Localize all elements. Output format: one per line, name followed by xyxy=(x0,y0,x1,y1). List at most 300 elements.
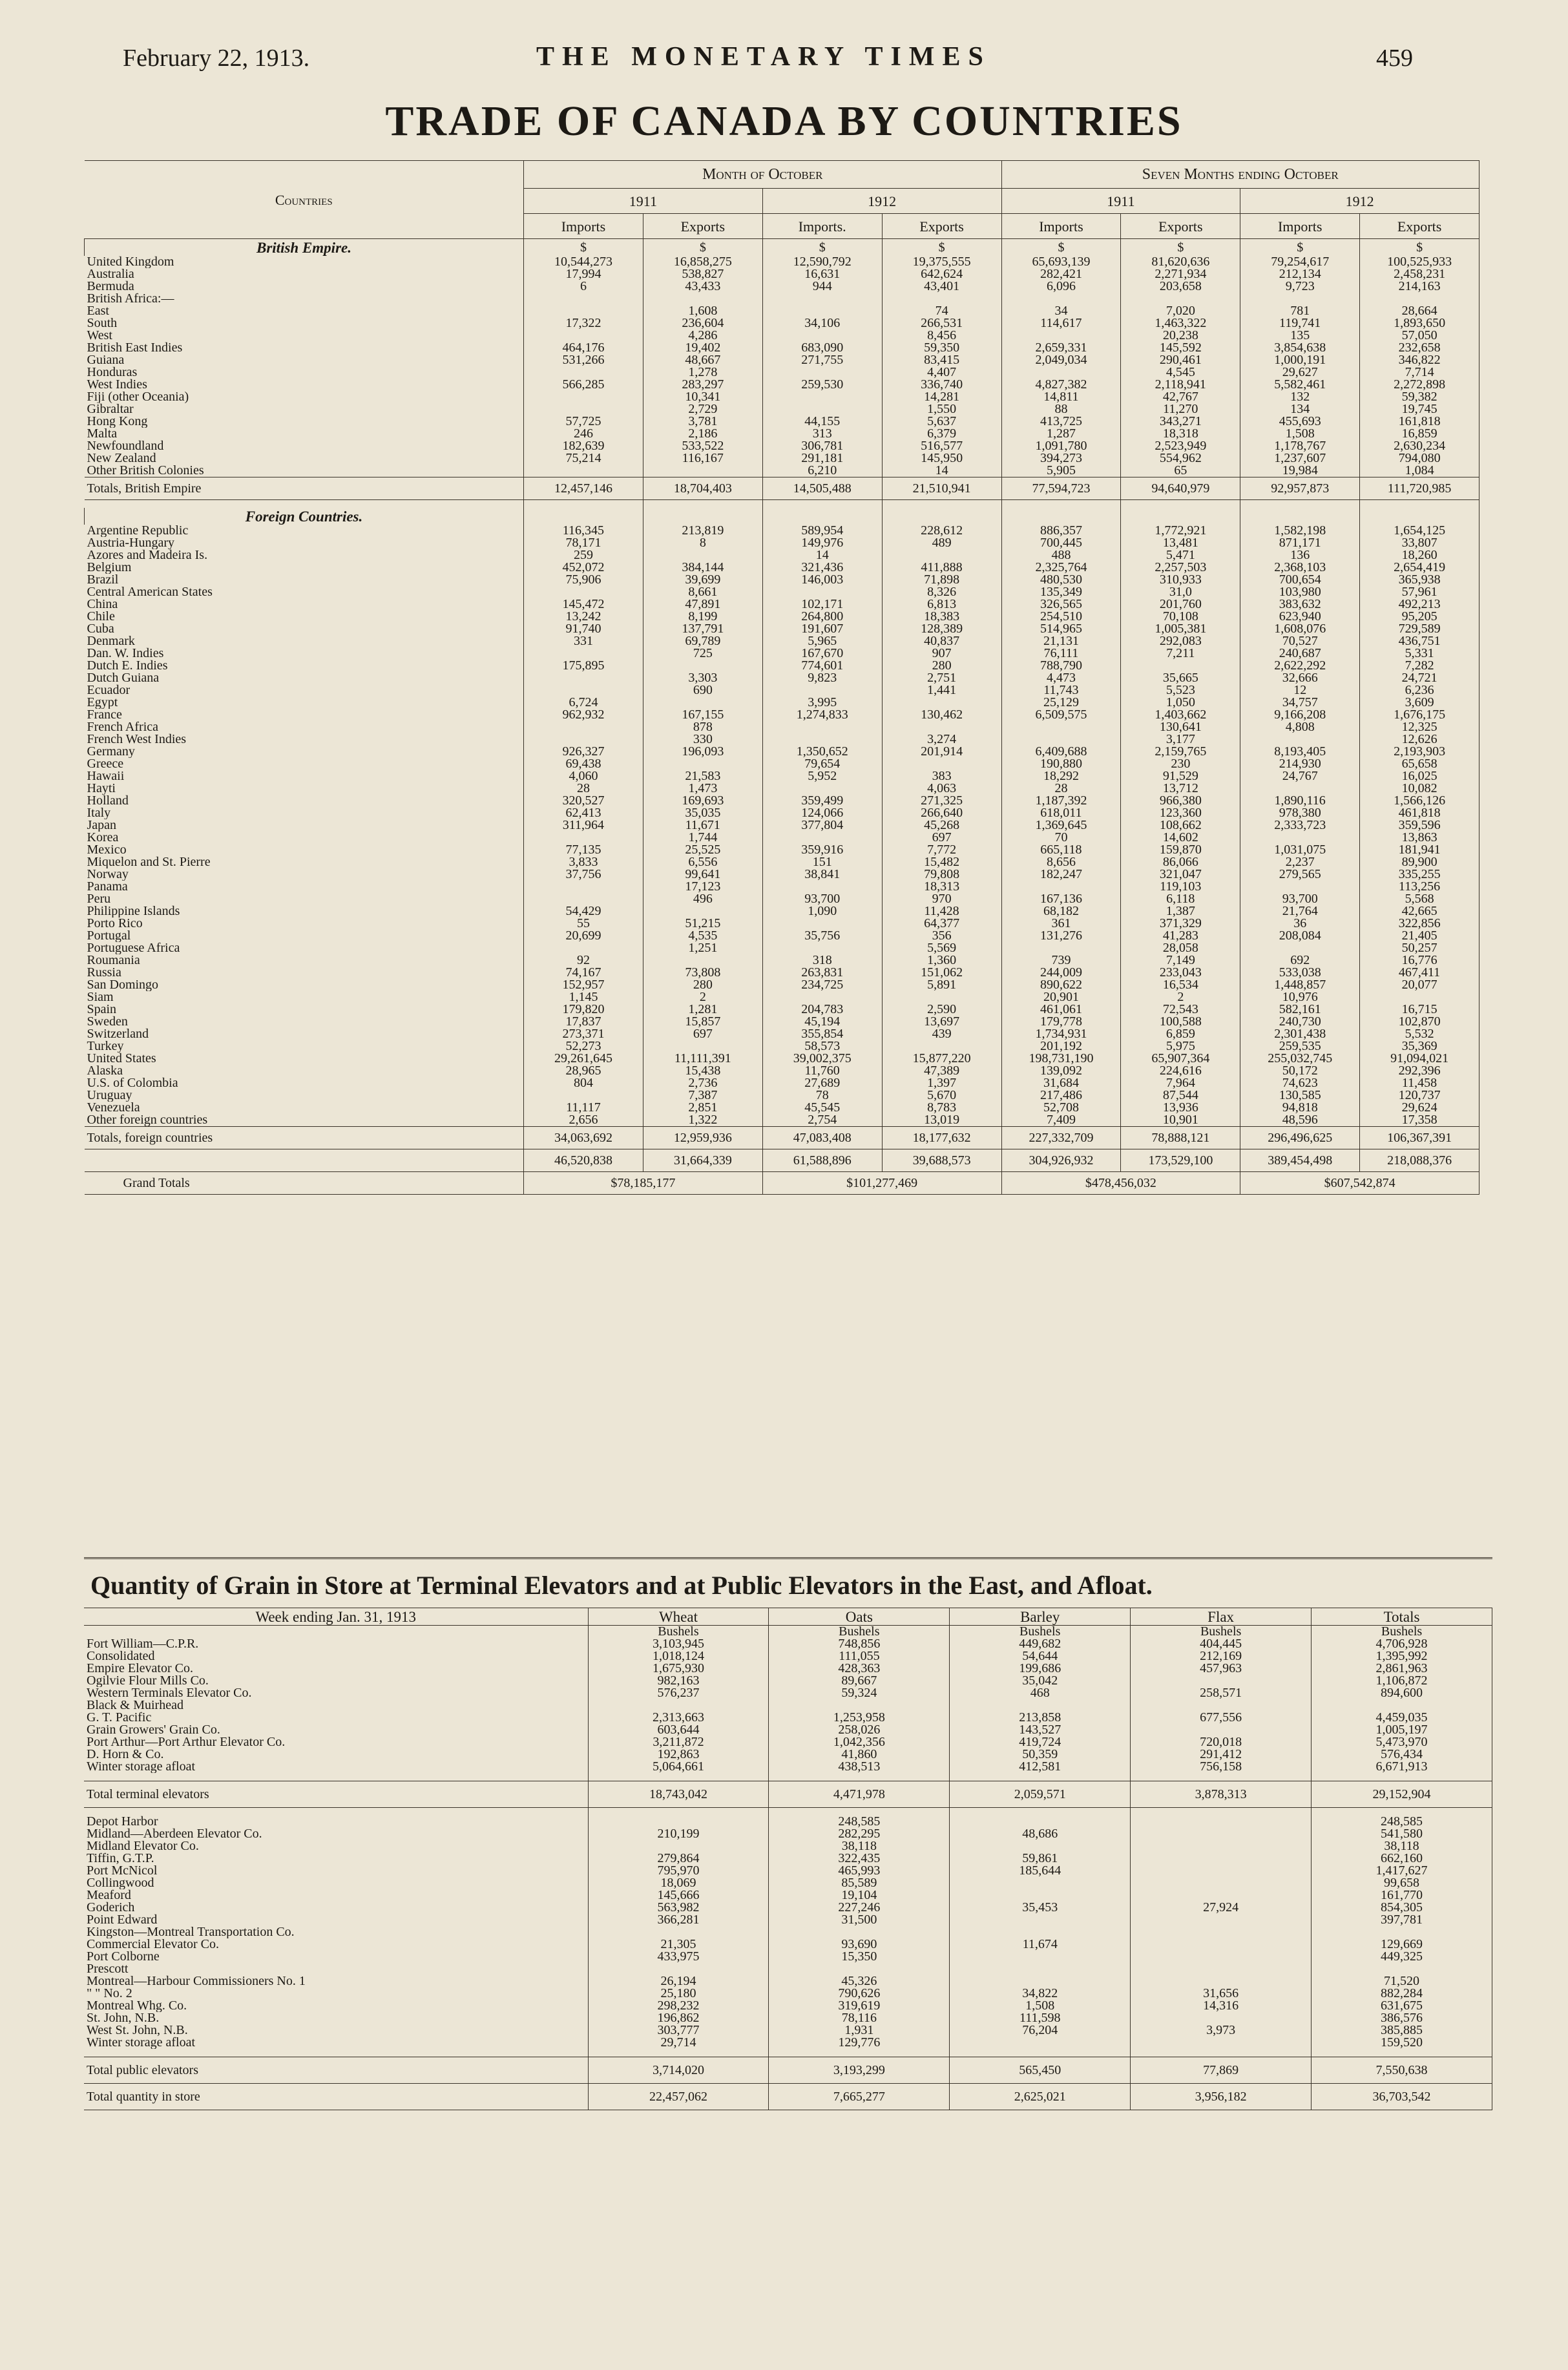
table-row xyxy=(85,930,1479,942)
value-cell: 7,714 xyxy=(1360,366,1479,379)
section-label-foreign: Foreign Countries. xyxy=(85,508,524,525)
empty-cell xyxy=(769,2049,950,2057)
value-cell: 1,253,958 xyxy=(769,1712,950,1724)
value-cell: 1,000,191 xyxy=(1240,354,1360,366)
row-label: G. T. Pacific xyxy=(84,1712,588,1724)
value-cell: 385,885 xyxy=(1312,2024,1492,2037)
value-cell: 50,359 xyxy=(950,1748,1131,1761)
row-label: Belgium xyxy=(85,561,524,574)
table-row xyxy=(85,672,1479,684)
row-label: Kingston—Montreal Transportation Co. xyxy=(84,1926,588,1938)
value-cell: 68,182 xyxy=(1001,905,1121,918)
value-cell: 70,527 xyxy=(1240,635,1360,647)
empty-cell xyxy=(1131,2049,1312,2057)
value-cell xyxy=(524,366,643,379)
table-row xyxy=(85,440,1479,452)
table-row xyxy=(85,1089,1479,1102)
value-cell: 320,527 xyxy=(524,795,643,807)
value-cell: 871,171 xyxy=(1240,537,1360,549)
row-label: Fort William—C.P.R. xyxy=(84,1638,588,1650)
row-label: Peru xyxy=(85,893,524,905)
value-cell: 11,743 xyxy=(1001,684,1121,697)
value-cell: 13,936 xyxy=(1121,1102,1240,1114)
value-cell: 854,305 xyxy=(1312,1902,1492,1914)
row-label: Ecuador xyxy=(85,684,524,697)
value-cell: 729,589 xyxy=(1360,623,1479,635)
value-cell: 255,032,745 xyxy=(1240,1053,1360,1065)
value-cell: 2,049,034 xyxy=(1001,354,1121,366)
table-row xyxy=(85,954,1479,967)
row-label: West Indies xyxy=(85,379,524,391)
value-cell: 240,730 xyxy=(1240,1016,1360,1028)
value-cell xyxy=(882,293,1001,305)
value-cell: 692 xyxy=(1240,954,1360,967)
value-cell: 116,345 xyxy=(524,525,643,537)
value-cell: 335,255 xyxy=(1360,868,1479,881)
value-cell: 79,808 xyxy=(882,868,1001,881)
value-cell: 31,684 xyxy=(1001,1077,1121,1089)
value-cell: 14,811 xyxy=(1001,391,1121,403)
value-cell: 27,924 xyxy=(1131,1902,1312,1914)
value-cell: 79,654 xyxy=(762,758,882,770)
value-cell: 128,389 xyxy=(882,623,1001,635)
table-row xyxy=(85,561,1479,574)
week-header: Week ending Jan. 31, 1913 xyxy=(84,1608,588,1626)
row-label: Mexico xyxy=(85,844,524,856)
value-cell: 8,656 xyxy=(1001,856,1121,868)
table-row xyxy=(84,1724,1492,1736)
value-cell: 17,358 xyxy=(1360,1114,1479,1127)
value-cell: 2,458,231 xyxy=(1360,268,1479,280)
value-cell: 282,421 xyxy=(1001,268,1121,280)
value-cell: 322,435 xyxy=(769,1852,950,1865)
table-row xyxy=(85,856,1479,868)
value-cell: 21,131 xyxy=(1001,635,1121,647)
value-cell xyxy=(524,942,643,954)
value-cell: 1,178,767 xyxy=(1240,440,1360,452)
table-row xyxy=(85,415,1479,428)
value-cell xyxy=(643,954,762,967)
value-cell: 182,247 xyxy=(1001,868,1121,881)
value-cell: 151 xyxy=(762,856,882,868)
value-cell: 982,163 xyxy=(588,1675,769,1687)
value-cell: 3,609 xyxy=(1360,697,1479,709)
empty-cell xyxy=(1131,1773,1312,1781)
value-cell: 1,360 xyxy=(882,954,1001,967)
row-label: Goderich xyxy=(84,1902,588,1914)
value-cell: 563,982 xyxy=(588,1902,769,1914)
value-cell: 439 xyxy=(882,1028,1001,1040)
value-cell: 159,520 xyxy=(1312,2037,1492,2049)
value-cell: 91,740 xyxy=(524,623,643,635)
value-cell: 1,050 xyxy=(1121,697,1240,709)
table-row xyxy=(85,758,1479,770)
period-seven-months-header: Seven Months ending October xyxy=(1001,161,1479,189)
table-row xyxy=(84,1687,1492,1699)
value-cell: 43,401 xyxy=(882,280,1001,293)
table-row xyxy=(85,918,1479,930)
value-cell xyxy=(762,586,882,598)
value-cell: 20,901 xyxy=(1001,991,1121,1003)
value-cell: 6,379 xyxy=(882,428,1001,440)
value-cell: 59,350 xyxy=(882,342,1001,354)
terminal-total-row xyxy=(84,1781,1492,1808)
value-cell: 428,363 xyxy=(769,1662,950,1675)
value-cell: 2,368,103 xyxy=(1240,561,1360,574)
value-cell: 78,116 xyxy=(769,2012,950,2024)
value-cell: 21,764 xyxy=(1240,905,1360,918)
table-row xyxy=(84,1865,1492,1877)
value-cell: 246 xyxy=(524,428,643,440)
value-cell: 214,930 xyxy=(1240,758,1360,770)
value-cell: 1,031,075 xyxy=(1240,844,1360,856)
value-cell: 11,674 xyxy=(950,1938,1131,1951)
value-cell: 455,693 xyxy=(1240,415,1360,428)
value-cell xyxy=(950,1951,1131,1963)
empty-cell xyxy=(84,1773,588,1781)
row-label: British Africa:— xyxy=(85,293,524,305)
unit-label: Bushels xyxy=(588,1626,769,1639)
grain-title: Quantity of Grain in Store at Terminal Elevators and at Public Elevators in the East, and Afloat. xyxy=(90,1571,1153,1600)
total-value: 36,703,542 xyxy=(1312,2084,1492,2110)
value-cell xyxy=(643,549,762,561)
grain-column-header: Totals xyxy=(1312,1608,1492,1626)
value-cell xyxy=(524,832,643,844)
value-cell: 343,271 xyxy=(1121,415,1240,428)
value-cell: 3,973 xyxy=(1131,2024,1312,2037)
value-cell: 13,712 xyxy=(1121,782,1240,795)
value-cell xyxy=(524,733,643,746)
value-cell: 966,380 xyxy=(1121,795,1240,807)
value-cell: 47,389 xyxy=(882,1065,1001,1077)
value-cell: 384,144 xyxy=(643,561,762,574)
value-cell: 14 xyxy=(762,549,882,561)
dollar-sign: $ xyxy=(1001,239,1121,257)
dollar-sign: $ xyxy=(882,239,1001,257)
value-cell: 365,938 xyxy=(1360,574,1479,586)
row-label: Siam xyxy=(85,991,524,1003)
value-cell: 20,238 xyxy=(1121,330,1240,342)
value-cell xyxy=(950,1699,1131,1712)
value-cell: 19,375,555 xyxy=(882,256,1001,268)
value-cell: 65,907,364 xyxy=(1121,1053,1240,1065)
value-cell: 8,783 xyxy=(882,1102,1001,1114)
value-cell: 264,800 xyxy=(762,611,882,623)
column-header: Exports xyxy=(643,214,762,239)
row-label: Port Colborne xyxy=(84,1951,588,1963)
value-cell: 438,513 xyxy=(769,1761,950,1773)
value-cell: 37,756 xyxy=(524,868,643,881)
value-cell xyxy=(762,403,882,415)
dollar-sign: $ xyxy=(1121,239,1240,257)
value-cell: 89,667 xyxy=(769,1675,950,1687)
value-cell: 214,163 xyxy=(1360,280,1479,293)
value-cell: 795,970 xyxy=(588,1865,769,1877)
row-label: United States xyxy=(85,1053,524,1065)
value-cell: 2,656 xyxy=(524,1114,643,1127)
value-cell xyxy=(643,293,762,305)
table-row xyxy=(84,1987,1492,2000)
row-label: Italy xyxy=(85,807,524,819)
value-cell: 2,325,764 xyxy=(1001,561,1121,574)
value-cell: 35,453 xyxy=(950,1902,1131,1914)
total-label: Totals, British Empire xyxy=(85,477,524,500)
empty-cell xyxy=(1240,500,1360,509)
value-cell: 27,689 xyxy=(762,1077,882,1089)
grain-table xyxy=(84,1608,1492,2110)
value-cell: 623,940 xyxy=(1240,611,1360,623)
value-cell: 29,714 xyxy=(588,2037,769,2049)
value-cell: 113,256 xyxy=(1360,881,1479,893)
row-label: Cuba xyxy=(85,623,524,635)
value-cell: 71,898 xyxy=(882,574,1001,586)
value-cell: 7,387 xyxy=(643,1089,762,1102)
unit-label: Bushels xyxy=(1131,1626,1312,1639)
total-value: 18,743,042 xyxy=(588,1781,769,1808)
value-cell: 589,954 xyxy=(762,525,882,537)
value-cell: 13,863 xyxy=(1360,832,1479,844)
value-cell: 4,459,035 xyxy=(1312,1712,1492,1724)
value-cell: 6,409,688 xyxy=(1001,746,1121,758)
value-cell: 266,531 xyxy=(882,317,1001,330)
row-label: Panama xyxy=(85,881,524,893)
value-cell: 944 xyxy=(762,280,882,293)
table-row xyxy=(85,635,1479,647)
value-cell: 35,035 xyxy=(643,807,762,819)
value-cell: 134 xyxy=(1240,403,1360,415)
row-label: Hawaii xyxy=(85,770,524,782)
total-value: 29,152,904 xyxy=(1312,1781,1492,1808)
value-cell: 130,585 xyxy=(1240,1089,1360,1102)
table-row xyxy=(85,1040,1479,1053)
value-cell: 1,395,992 xyxy=(1312,1650,1492,1662)
row-label: Switzerland xyxy=(85,1028,524,1040)
value-cell: 582,161 xyxy=(1240,1003,1360,1016)
value-cell: 132 xyxy=(1240,391,1360,403)
value-cell: 280 xyxy=(643,979,762,991)
value-cell xyxy=(1312,1963,1492,1975)
value-cell: 201,760 xyxy=(1121,598,1240,611)
value-cell: 152,957 xyxy=(524,979,643,991)
table-row xyxy=(85,379,1479,391)
value-cell xyxy=(762,881,882,893)
total-value: 12,457,146 xyxy=(524,477,643,500)
row-label: France xyxy=(85,709,524,721)
value-cell: 62,413 xyxy=(524,807,643,819)
value-cell: 6,859 xyxy=(1121,1028,1240,1040)
value-cell: 2,751 xyxy=(882,672,1001,684)
value-cell: 77,135 xyxy=(524,844,643,856)
value-cell: 78 xyxy=(762,1089,882,1102)
total-value: 61,588,896 xyxy=(762,1149,882,1172)
value-cell: 5,331 xyxy=(1360,647,1479,660)
row-label: Prescott xyxy=(84,1963,588,1975)
value-cell: 480,530 xyxy=(1001,574,1121,586)
table-row xyxy=(85,1065,1479,1077)
value-cell xyxy=(1001,942,1121,954)
value-cell: 7,772 xyxy=(882,844,1001,856)
table-row xyxy=(85,537,1479,549)
value-cell: 1,187,392 xyxy=(1001,795,1121,807)
row-label: Uruguay xyxy=(85,1089,524,1102)
value-cell: 89,900 xyxy=(1360,856,1479,868)
value-cell: 234,725 xyxy=(762,979,882,991)
table-row xyxy=(85,770,1479,782)
row-label: Portuguese Africa xyxy=(85,942,524,954)
value-cell: 6,210 xyxy=(762,465,882,477)
value-cell: 41,283 xyxy=(1121,930,1240,942)
value-cell: 196,862 xyxy=(588,2012,769,2024)
value-cell: 355,854 xyxy=(762,1028,882,1040)
row-label: Point Edward xyxy=(84,1914,588,1926)
value-cell: 45,268 xyxy=(882,819,1001,832)
value-cell: 9,823 xyxy=(762,672,882,684)
row-label: Meaford xyxy=(84,1889,588,1902)
value-cell: 135 xyxy=(1240,330,1360,342)
row-label: Newfoundland xyxy=(85,440,524,452)
value-cell xyxy=(1131,1699,1312,1712)
value-cell xyxy=(882,721,1001,733)
empty-cell xyxy=(84,1808,588,1816)
value-cell: 120,737 xyxy=(1360,1089,1479,1102)
value-cell: 3,211,872 xyxy=(588,1736,769,1748)
value-cell: 436,751 xyxy=(1360,635,1479,647)
table-row xyxy=(85,684,1479,697)
value-cell: 161,770 xyxy=(1312,1889,1492,1902)
value-cell: 34,106 xyxy=(762,317,882,330)
table-row xyxy=(84,2000,1492,2012)
value-cell: 81,620,636 xyxy=(1121,256,1240,268)
row-label: Sweden xyxy=(85,1016,524,1028)
column-header: Imports xyxy=(524,214,643,239)
value-cell: 725 xyxy=(643,647,762,660)
value-cell: 203,658 xyxy=(1121,280,1240,293)
table-row xyxy=(85,428,1479,440)
value-cell: 5,471 xyxy=(1121,549,1240,561)
value-cell xyxy=(1131,1816,1312,1828)
table-row xyxy=(84,1828,1492,1840)
value-cell: 313 xyxy=(762,428,882,440)
table-row xyxy=(84,1877,1492,1889)
value-cell: 271,755 xyxy=(762,354,882,366)
value-cell: 190,880 xyxy=(1001,758,1121,770)
value-cell: 1,090 xyxy=(762,905,882,918)
value-cell: 28,965 xyxy=(524,1065,643,1077)
row-label: Port Arthur—Port Arthur Elevator Co. xyxy=(84,1736,588,1748)
value-cell: 93,700 xyxy=(762,893,882,905)
value-cell: 461,061 xyxy=(1001,1003,1121,1016)
value-cell: 199,686 xyxy=(950,1662,1131,1675)
empty-cell xyxy=(1360,500,1479,509)
row-label: Central American States xyxy=(85,586,524,598)
value-cell: 1,417,627 xyxy=(1312,1865,1492,1877)
row-label: Germany xyxy=(85,746,524,758)
table-row xyxy=(85,967,1479,979)
value-cell: 1,274,833 xyxy=(762,709,882,721)
value-cell: 271,325 xyxy=(882,795,1001,807)
table-row xyxy=(85,1028,1479,1040)
value-cell xyxy=(588,1926,769,1938)
value-cell xyxy=(1240,733,1360,746)
total-value: 3,193,299 xyxy=(769,2057,950,2084)
value-cell: 103,980 xyxy=(1240,586,1360,598)
empty-cell xyxy=(643,500,762,509)
value-cell: 18,292 xyxy=(1001,770,1121,782)
row-label: Gibraltar xyxy=(85,403,524,415)
table-row xyxy=(84,1914,1492,1926)
value-cell: 34 xyxy=(1001,305,1121,317)
value-cell: 57,961 xyxy=(1360,586,1479,598)
value-cell: 145,950 xyxy=(882,452,1001,465)
table-row xyxy=(85,452,1479,465)
value-cell: 76,204 xyxy=(950,2024,1131,2037)
spacer-row xyxy=(84,1808,1492,1816)
empty-cell xyxy=(882,500,1001,509)
value-cell: 2,313,663 xyxy=(588,1712,769,1724)
value-cell: 99,658 xyxy=(1312,1877,1492,1889)
value-cell xyxy=(643,697,762,709)
value-cell: 6 xyxy=(524,280,643,293)
value-cell xyxy=(882,758,1001,770)
value-cell: 5,952 xyxy=(762,770,882,782)
value-cell: 2,754 xyxy=(762,1114,882,1127)
value-cell: 2,659,331 xyxy=(1001,342,1121,354)
value-cell: 433,975 xyxy=(588,1951,769,1963)
table-row xyxy=(85,525,1479,537)
row-label: Dan. W. Indies xyxy=(85,647,524,660)
value-cell: 10,544,273 xyxy=(524,256,643,268)
value-cell: 318 xyxy=(762,954,882,967)
year-header: 1912 xyxy=(1240,189,1479,214)
value-cell: 129,669 xyxy=(1312,1938,1492,1951)
row-label: Spain xyxy=(85,1003,524,1016)
value-cell: 3,833 xyxy=(524,856,643,868)
value-cell: 290,461 xyxy=(1121,354,1240,366)
value-cell: 99,641 xyxy=(643,868,762,881)
value-cell: 533,522 xyxy=(643,440,762,452)
value-cell: 35,369 xyxy=(1360,1040,1479,1053)
table-row xyxy=(85,611,1479,623)
table-row xyxy=(85,586,1479,598)
value-cell: 13,242 xyxy=(524,611,643,623)
value-cell: 2,271,934 xyxy=(1121,268,1240,280)
row-label: Consolidated xyxy=(84,1650,588,1662)
value-cell: 1,018,124 xyxy=(588,1650,769,1662)
row-label: Venezuela xyxy=(85,1102,524,1114)
value-cell: 2,523,949 xyxy=(1121,440,1240,452)
value-cell: 149,976 xyxy=(762,537,882,549)
value-cell xyxy=(1001,330,1121,342)
value-cell xyxy=(950,1889,1131,1902)
value-cell: 240,687 xyxy=(1240,647,1360,660)
total-value: 296,496,625 xyxy=(1240,1127,1360,1149)
empty-cell xyxy=(1121,508,1240,525)
empty-cell xyxy=(524,508,643,525)
row-label: Roumania xyxy=(85,954,524,967)
table-row xyxy=(85,354,1479,366)
value-cell: 2,186 xyxy=(643,428,762,440)
total-label xyxy=(85,1149,524,1172)
value-cell: 91,529 xyxy=(1121,770,1240,782)
total-value: 106,367,391 xyxy=(1360,1127,1479,1149)
table-row xyxy=(85,893,1479,905)
row-label: " " No. 2 xyxy=(84,1987,588,2000)
row-label: Alaska xyxy=(85,1065,524,1077)
value-cell xyxy=(524,330,643,342)
value-cell: 631,675 xyxy=(1312,2000,1492,2012)
british-total-row xyxy=(85,477,1479,500)
value-cell: 306,781 xyxy=(762,440,882,452)
